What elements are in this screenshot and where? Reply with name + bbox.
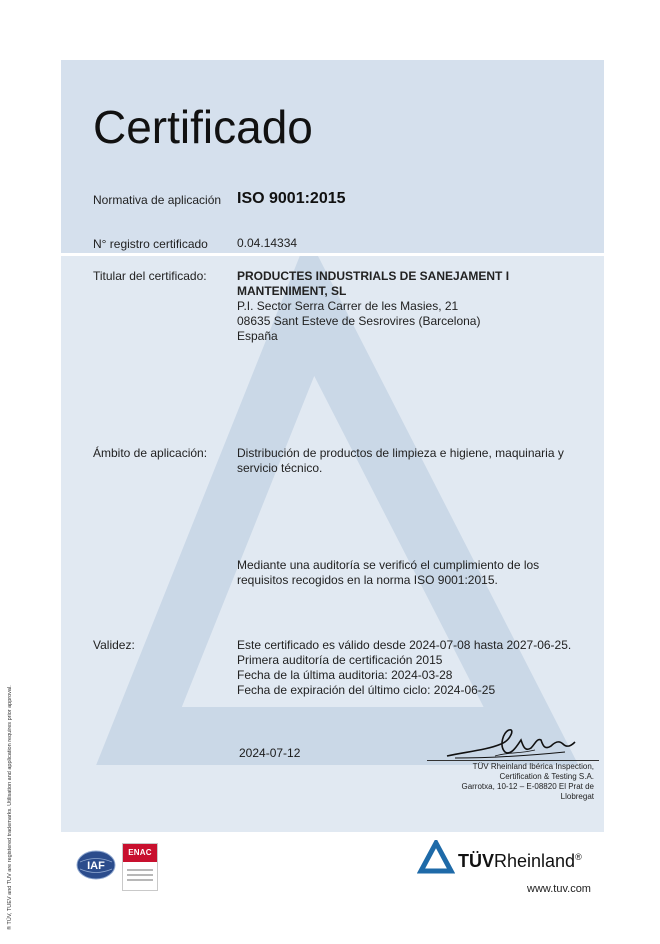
holder-country: España — [237, 329, 278, 343]
validity-line-4: Fecha de expiración del último ciclo: 2024-06-25 — [237, 683, 496, 697]
enac-logo-fineprint — [123, 862, 157, 888]
certificate-title: Certificado — [93, 101, 313, 153]
registry-label: N° registro certificado — [93, 237, 208, 251]
holder-label: Titular del certificado: — [93, 269, 207, 283]
tuv-wordmark-regular: Rheinland — [494, 851, 576, 871]
issuer-line-1: TÜV Rheinland Ibérica Inspection, — [472, 762, 594, 771]
validity-line-3: Fecha de la última auditoria: 2024-03-28 — [237, 668, 453, 682]
validity-line-2: Primera auditoría de certificación 2015 — [237, 653, 443, 667]
validity-line-1: Este certificado es válido desde 2024-07-08 hasta 2027-06-25. — [237, 638, 572, 652]
tuv-wordmark-bold: TÜV — [458, 851, 494, 871]
iaf-logo-icon — [76, 850, 116, 880]
standard-value: ISO 9001:2015 — [237, 190, 346, 207]
validity-label: Validez: — [93, 638, 135, 652]
signature-image — [445, 722, 595, 764]
tuv-triangle-logo-icon — [417, 840, 455, 874]
registry-value: 0.04.14334 — [237, 236, 298, 250]
registered-mark: ® — [575, 852, 582, 862]
holder-block — [237, 269, 557, 344]
tuv-rheinland-wordmark — [458, 851, 582, 872]
issuer-line-4: Llobregat — [560, 792, 594, 801]
scope-value: Distribución de productos de limpieza e higiene, maquinaria y servicio técnico. — [237, 446, 564, 475]
scope-label: Ámbito de aplicación: — [93, 446, 208, 460]
enac-logo-text: ENAC — [123, 844, 157, 862]
certificate-sheet — [61, 60, 604, 832]
issue-date: 2024-07-12 — [239, 746, 301, 760]
enac-logo-icon — [122, 843, 158, 891]
holder-name: PRODUCTES INDUSTRIALS DE SANEJAMENT I MANTENIMENT, SL — [237, 269, 510, 298]
standard-label: Normativa de aplicación — [93, 193, 222, 207]
website-link[interactable]: www.tuv.com — [527, 883, 591, 895]
holder-address-line-2: 08635 Sant Esteve de Sesrovires (Barcelona) — [237, 314, 481, 328]
iaf-logo-text: IAF — [87, 860, 105, 872]
header-band — [61, 60, 604, 253]
holder-address-line-1: P.I. Sector Serra Carrer de les Masies, 21 — [237, 299, 459, 313]
issuer-line-3: Garrotxa, 10-12 – E-08820 El Prat de — [461, 782, 594, 791]
trademark-side-note: ® TÜV, TUEV and TUV are registered trademarks. Utilisation and application requires prior approval. — [7, 685, 13, 930]
audit-statement: Mediante una auditoría se verificó el cumplimiento de los requisitos recogidos en la norma ISO 9001:2015. — [237, 558, 540, 587]
signature-line — [427, 760, 599, 761]
issuer-block — [401, 762, 594, 802]
issuer-line-2: Certification & Testing S.A. — [499, 772, 594, 781]
validity-block — [237, 638, 597, 698]
